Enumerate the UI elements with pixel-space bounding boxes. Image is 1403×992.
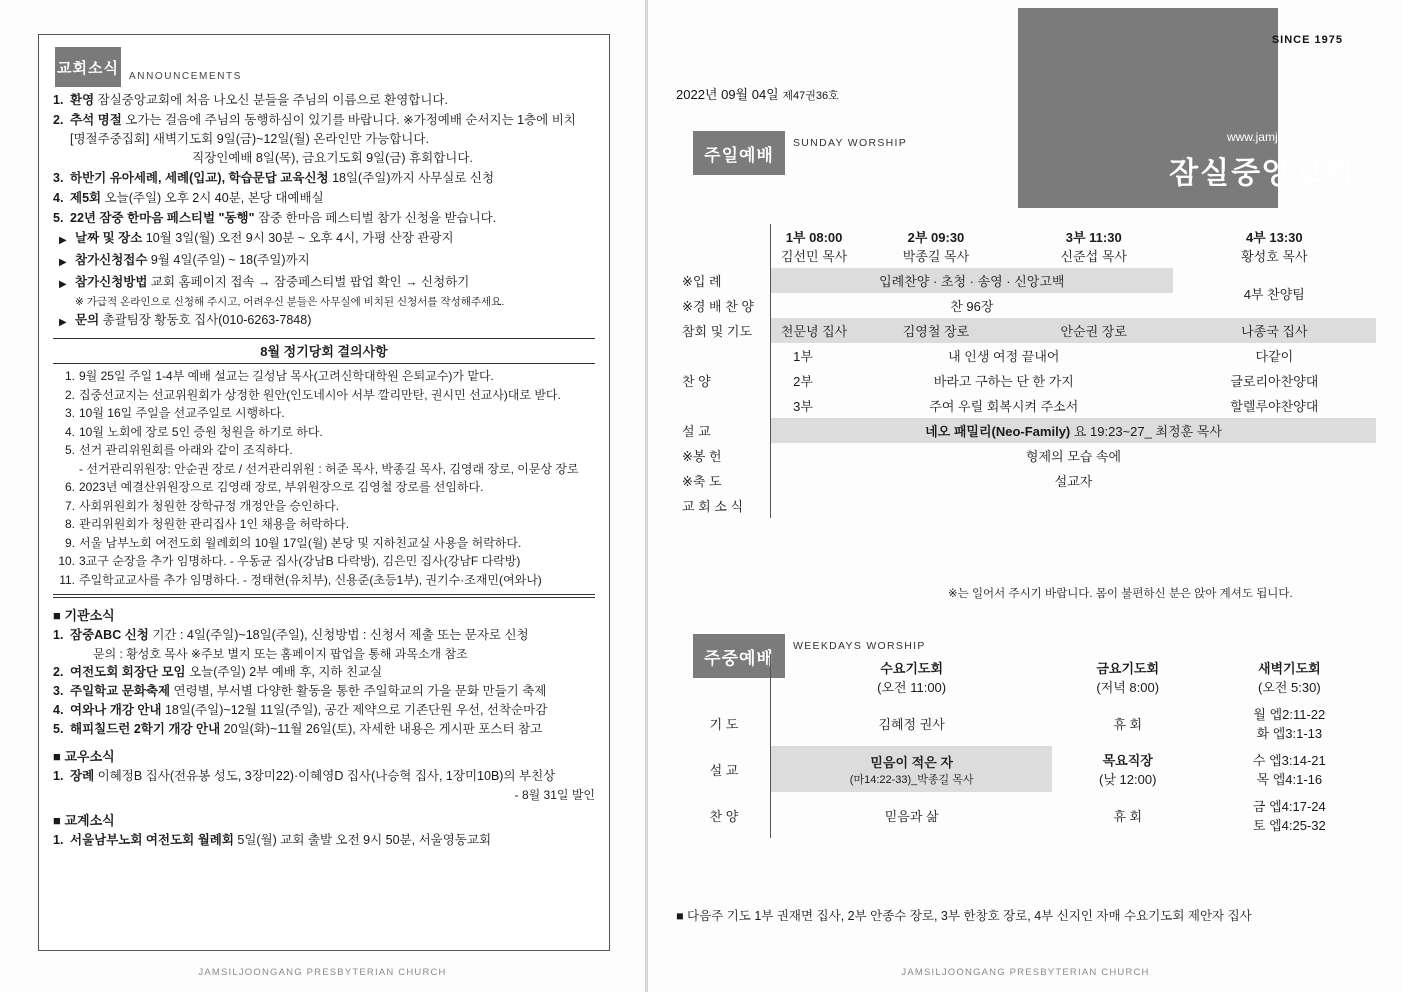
weekday-label-prayer: 기 도 [709,716,739,732]
divider [53,594,595,598]
announcements-badge: 교회소식 [55,47,121,87]
item-text: 오늘(주일) 오후 2시 40분, 본당 대예배실 [101,191,324,205]
order-praise-text: 찬 96장 [771,293,1173,318]
sermon-wed-sub: (마14:22-33)_박종길 목사 [849,773,974,786]
festival-contact [53,311,595,332]
dawn-reading: 금 엡4:17-24 [1252,799,1326,814]
item-number: 3. [64,406,75,420]
table-row-praise-weekday [676,792,1376,838]
service-pastor: 신준섭 목사 [1060,249,1127,264]
service-2 [857,224,1015,268]
table-row [53,404,595,423]
item-bold: 환영 [70,93,95,107]
repent-person-4: 나종국 집사 [1173,318,1376,343]
item-number: 5. [53,211,64,225]
section-heading-organizations: ■ 기관소식 [53,608,115,623]
decision-title: 8월 정기당회 결의사항 [53,338,595,364]
item-bold: 해피칠드런 2학기 개강 안내 [70,722,221,736]
dawn-reading: 목 엡4:1-16 [1256,772,1323,787]
list-item [59,311,595,332]
table-row [53,497,595,516]
item-bold: 제5회 [70,191,102,205]
table-row-church-news [676,493,1376,518]
sermon-title: 네오 패밀리(Neo-Family) [925,424,1071,439]
service-pastor: 김선민 목사 [780,249,848,264]
sermon-fri-title: 목요직장 [1102,753,1153,768]
table-row-hymn-1 [676,343,1376,368]
weekday-badge-kr2: 예배 [739,648,774,668]
table-row [53,515,595,534]
item-text: 기간 : 4일(주일)~18일(주일), 신청방법 : 신청서 제출 또는 문자로 신청 [148,628,529,642]
left-footer: JAMSILJOONGANG PRESBYTERIAN CHURCH [198,967,447,978]
decision-list-2 [53,478,595,589]
order-entrance-right: 4부 찬양팀 [1243,286,1305,302]
sermon-cell [771,418,1377,443]
item-number: 1. [53,93,64,107]
service-part: 4부 [1245,230,1266,245]
praise-fri: 휴 회 [1113,808,1143,824]
repent-person-2: 김영철 장로 [857,318,1015,343]
item-text: 9월 4일(주일) ~ 18(주일)까지 [147,253,310,267]
order-label-praise: ※경 배 찬 양 [682,299,754,314]
item-text: 오가는 걸음에 주님의 동행하심이 있기를 바랍니다. ※가정예배 순서지는 1층에 비치 [121,113,576,127]
table-row-services [676,224,1376,268]
section-heading-denomination: ■ 교계소식 [53,813,115,828]
item-number: 6. [64,480,75,494]
announcements-panel [38,34,610,951]
member-news-list [53,767,595,786]
prayer-dawn [1203,700,1375,746]
table-row [53,441,595,460]
item-number: 4. [53,191,64,205]
item-text: 20일(화)~11월 26일(토), 자세한 내용은 게시판 포스터 참고 [220,722,543,736]
list-item [53,169,595,188]
bullet-arrow-icon: ▶ [59,235,67,246]
list-item [53,720,595,739]
item-number: 4. [64,424,75,439]
col-title: 금요기도회 [1096,661,1160,676]
table-row-sermon-weekday [676,746,1376,792]
hymn-title: 주여 우릴 회복시켜 주소서 [929,399,1079,414]
praise-wed: 믿음과 삶 [771,792,1053,838]
bullet-arrow-icon: ▶ [59,279,67,290]
order-label-hymn: 찬 양 [682,374,711,389]
table-row-offering [676,443,1376,468]
empty-cell [676,224,771,268]
dawn-reading: 화 엡3:1-13 [1256,726,1323,741]
praise-dawn [1203,792,1375,838]
left-sheet [0,0,645,992]
service-pastor: 박종길 목사 [902,249,970,264]
list-item [59,273,595,294]
item-number: 4. [53,703,64,717]
item-text: 서울 남부노회 여전도회 월례회의 10월 17일(월) 본당 및 지하친교실 사용을 허락하다. [79,535,522,550]
denomination-news-list [53,831,595,850]
weekday-label-praise: 찬 양 [709,808,739,824]
item-number: 5. [64,443,75,457]
item-bold: 참가신청접수 [75,253,148,267]
item-text: 이혜정B 집사(전유봉 성도, 3장미22)·이혜영D 집사(나승혁 집사, 1장미10B)의 부친상 [94,769,556,783]
worship-note: ※는 일어서 주시기 바랍니다. 몸이 불편하신 분은 앉아 계셔도 됩니다. [948,588,1293,600]
item-bold: 추석 명절 [70,113,122,127]
bullet-arrow-icon: ▶ [59,317,67,328]
weekday-badge-kr: 주중 [704,648,739,668]
item-text: 10월 16일 주일을 선교주일로 시행하다. [79,406,285,420]
list-item [59,251,595,272]
sunday-badge-kr: 주일 [704,145,739,165]
announcement-list [53,91,595,228]
order-entrance-text: 입례찬양 · 초청 · 송영 · 신앙고백 [771,268,1173,293]
item-subline: [명절주중집회] 새벽기도회 9일(금)~12일(월) 온라인만 가능합니다. [70,132,429,146]
repent-person-3: 안순권 장로 [1015,318,1173,343]
festival-list [53,229,595,294]
sunday-badge-kr2: 예배 [739,145,774,165]
repent-person-1: 천문녕 집사 [771,318,858,343]
list-item [53,682,595,701]
decision-5-sub: - 선거관리위원장: 안순권 장로 / 선거관리위원 : 허준 목사, 박종길 목사, 김영래 장로, 이문상 장로 [79,461,579,476]
weekday-worship-table [676,654,1376,838]
item-text: 잠실중앙교회에 처음 나오신 분들을 주님의 이름으로 환영합니다. [94,93,448,107]
item-text: 집중선교지는 선교위원회가 상정한 원안(인도네시아 서부 깔리만탄, 권시민 선교사)대로 받다. [79,387,561,402]
table-row [53,534,595,553]
next-week-prayer: ■ 다음주 기도 1부 권재면 집사, 2부 안종수 장로, 3부 한창호 장로, 4부 신지인 자매 수요기도회 제안자 집사 [676,909,1252,923]
sunday-worship-badge [693,131,785,175]
item-bold: 여와나 개강 안내 [70,703,162,717]
hymn-choir: 다같이 [1255,349,1294,364]
list-item [53,663,595,682]
table-row-hymn-3 [676,393,1376,418]
table-row-entrance [676,268,1376,293]
festival-note: ※ 가급적 온라인으로 신청해 주시고, 어려우신 분들은 사무실에 비치된 신청서를 작성해주세요. [75,296,505,308]
item-text: 주일학교교사를 추가 임명하다. - 정태현(유치부), 신용준(초등1부), 권기수·조재민(여와나) [79,572,542,587]
item-text: 사회위원회가 청원한 장학규정 개정안을 승인하다. [79,498,340,513]
organization-list-2 [53,663,595,739]
item-number: 2. [53,113,64,127]
order-label-entrance: ※입 례 [682,274,722,289]
item-text: 18일(주일)까지 사무실로 신청 [328,171,495,185]
order-label-sermon: 설 교 [682,424,711,439]
weekday-col-fri [1052,654,1203,700]
item-text: 10월 3일(월) 오전 9시 30분 ~ 오후 4시, 가평 산장 관광지 [142,231,454,245]
order-label-church-news: 교 회 소 식 [682,499,744,514]
item-text: 5일(월) 교회 출발 오전 9시 50분, 서울영동교회 [233,833,492,847]
table-row-weekday-head [676,654,1376,700]
item-bold: 여전도회 회장단 모임 [70,665,186,679]
right-sheet [648,0,1403,992]
decision-list [53,367,595,460]
weekday-col-dawn [1203,654,1375,700]
item-number: 1. [64,369,75,383]
organization-list [53,626,595,645]
table-row [53,552,595,571]
list-item [53,767,595,786]
item-text: 잠중 한마음 페스티벌 참가 신청을 받습니다. [254,211,497,225]
item-text: 관리위원회가 청원한 관리집사 1인 채용을 허락하다. [79,517,350,531]
item-text: 3교구 순장을 추가 임명하다. - 우동균 집사(강남B 다락방), 김은민 집사(강남F 다락방) [79,554,521,568]
bullet-arrow-icon: ▶ [59,257,67,268]
item-bold: 하반기 유아세례, 세례(입교), 학습문답 교육신청 [70,171,329,185]
prayer-fri: 휴 회 [1113,716,1143,732]
table-row-sermon [676,418,1376,443]
item-text: 교회 홈페이지 접속 → 잠중페스티벌 팝업 확인 → 신청하기 [147,275,470,289]
item-text: 2023년 예결산위원장으로 김영래 장로, 부위원장으로 김영철 장로를 선임하다. [79,480,484,494]
item-number: 10. [58,554,75,568]
service-time: 11:30 [1089,230,1122,245]
dawn-reading: 월 엡2:11-22 [1253,707,1326,722]
hymn-choir: 할렐루야찬양대 [1230,399,1319,414]
hymn-part: 2부 [771,368,836,393]
item-number: 1. [53,769,64,783]
sermon-wed [771,746,1053,792]
weekday-worship-en: WEEKDAYS WORSHIP [793,640,926,652]
service-3 [1015,224,1173,268]
table-row [53,386,595,405]
list-item [53,91,595,110]
col-time: (저녁 8:00) [1096,680,1160,695]
weekday-label-sermon: 설 교 [709,762,739,778]
item-bold: 22년 잠중 한마음 페스티벌 "동행" [70,211,255,225]
hymn-part: 1부 [771,343,836,368]
hymn-title: 내 인생 여정 끝내어 [948,349,1060,364]
table-row [53,571,595,590]
item-number: 3. [53,171,64,185]
church-name: 잠실중앙교회 [1169,157,1355,190]
announcements-header [39,35,609,89]
issue-number: 제47권36호 [782,90,839,102]
item-text: 연령별, 부서별 다양한 활동을 통한 주일학교의 가을 문화 만들기 축제 [170,684,547,698]
item-text: 총괄팀장 황동호 집사(010-6263-7848) [99,313,312,327]
item-number: 1. [53,833,64,847]
table-row-repentance [676,318,1376,343]
offering-text: 형제의 모습 속에 [771,443,1377,468]
church-news-empty [771,493,1377,518]
date-text: 2022년 09월 04일 [676,87,779,102]
list-item [53,189,595,208]
item-text: 오늘(주일) 2부 예배 후, 지하 친교실 [185,665,383,679]
dawn-reading: 토 엡4:25-32 [1252,818,1326,833]
table-row [53,478,595,497]
list-item [59,229,595,250]
sermon-fri-sub: (낮 12:00) [1099,772,1157,787]
table-row [53,367,595,386]
website-url: www.jamjoong.org [1226,130,1325,144]
service-4 [1173,224,1376,268]
item-number: 2. [53,665,64,679]
col-title: 수요기도회 [880,661,944,676]
right-footer: JAMSILJOONGANG PRESBYTERIAN CHURCH [901,967,1150,978]
list-item [53,831,595,850]
item-number: 1. [53,628,64,642]
hymn-part: 3부 [771,393,836,418]
item-bold: 참가신청방법 [75,275,148,289]
item-number: 7. [64,498,75,513]
service-1 [771,224,858,268]
list-item [53,111,595,168]
list-item [53,701,595,720]
item-bold: 주일학교 문화축제 [70,684,171,698]
item-text: 9월 25일 주일 1-4부 예배 설교는 길성남 목사(고려신학대학원 은퇴교수)가 맡다. [79,369,494,383]
service-time: 13:30 [1269,230,1303,245]
order-label-offering: ※봉 헌 [682,449,722,464]
service-pastor: 황성호 목사 [1241,249,1308,264]
section-heading-members: ■ 교우소식 [53,749,115,764]
order-label-benediction: ※축 도 [682,474,722,489]
item-subline2: 직장인예배 8일(목), 금요기도회 9일(금) 휴회합니다. [192,151,473,165]
service-part: 2부 [907,230,928,245]
table-row-benediction [676,468,1376,493]
item-number: 5. [53,722,64,736]
announcements-title-en: ANNOUNCEMENTS [129,71,243,82]
item-number: 8. [64,517,75,531]
item-text: 선거 관리위원회를 아래와 같이 조직하다. [79,443,293,457]
item-number: 9. [64,535,75,550]
service-time: 08:00 [809,230,843,245]
prayer-wed: 김혜정 권사 [771,700,1053,746]
sermon-fri [1052,746,1203,792]
sermon-wed-title: 믿음이 적은 자 [870,754,953,770]
dawn-reading: 수 엡3:14-21 [1252,753,1326,768]
list-item [53,209,595,228]
item-bold: 날짜 및 장소 [75,231,143,245]
announcements-body [39,89,609,850]
weekday-col-wed [771,654,1053,700]
table-row-prayer [676,700,1376,746]
hymn-choir: 글로리아찬양대 [1230,374,1319,389]
table-row-hymn-2 [676,368,1376,393]
benediction-text: 설교자 [771,468,1377,493]
item-text: 10월 노회에 장로 5인 증원 청원을 하기로 하다. [79,424,323,439]
col-title: 새벽기도회 [1257,661,1321,676]
sunday-worship-header [693,131,907,175]
item-number: 11. [59,572,75,587]
item-bold: 서울남부노회 여전도회 월례회 [70,833,234,847]
since-label: SINCE 1975 [1271,34,1343,46]
service-time: 09:30 [931,230,965,245]
service-part: 1부 [785,230,806,245]
item-bold: 문의 [75,313,100,327]
service-part: 3부 [1065,230,1086,245]
empty-cell [676,654,771,700]
sermon-dawn [1203,746,1375,792]
sunday-worship-en: SUNDAY WORSHIP [793,137,908,149]
order-label-repentance: 참회 및 기도 [682,324,753,339]
bulletin-date [676,84,839,103]
sermon-text: 요 19:23~27_ 최정훈 목사 [1070,424,1222,439]
organization-note: 문의 : 황성호 목사 ※주보 별지 또는 홈페이지 팝업을 통해 과목소개 참조 [93,647,468,661]
item-text: 18일(주일)~12월 11일(주일), 공간 제약으로 기존단원 우선, 선착순마감 [161,703,548,717]
item-number: 3. [53,684,64,698]
hymn-title: 바라고 구하는 단 한 가지 [933,374,1074,389]
member-news-note: - 8월 31일 발인 [514,788,595,802]
item-number: 2. [64,387,75,402]
table-row [53,423,595,442]
item-bold: 장례 [70,769,95,783]
sunday-worship-table [676,224,1376,518]
list-item [53,626,595,645]
col-time: (오전 11:00) [877,680,947,695]
item-bold: 잠중ABC 신청 [70,628,149,642]
col-time: (오전 5:30) [1257,680,1321,695]
